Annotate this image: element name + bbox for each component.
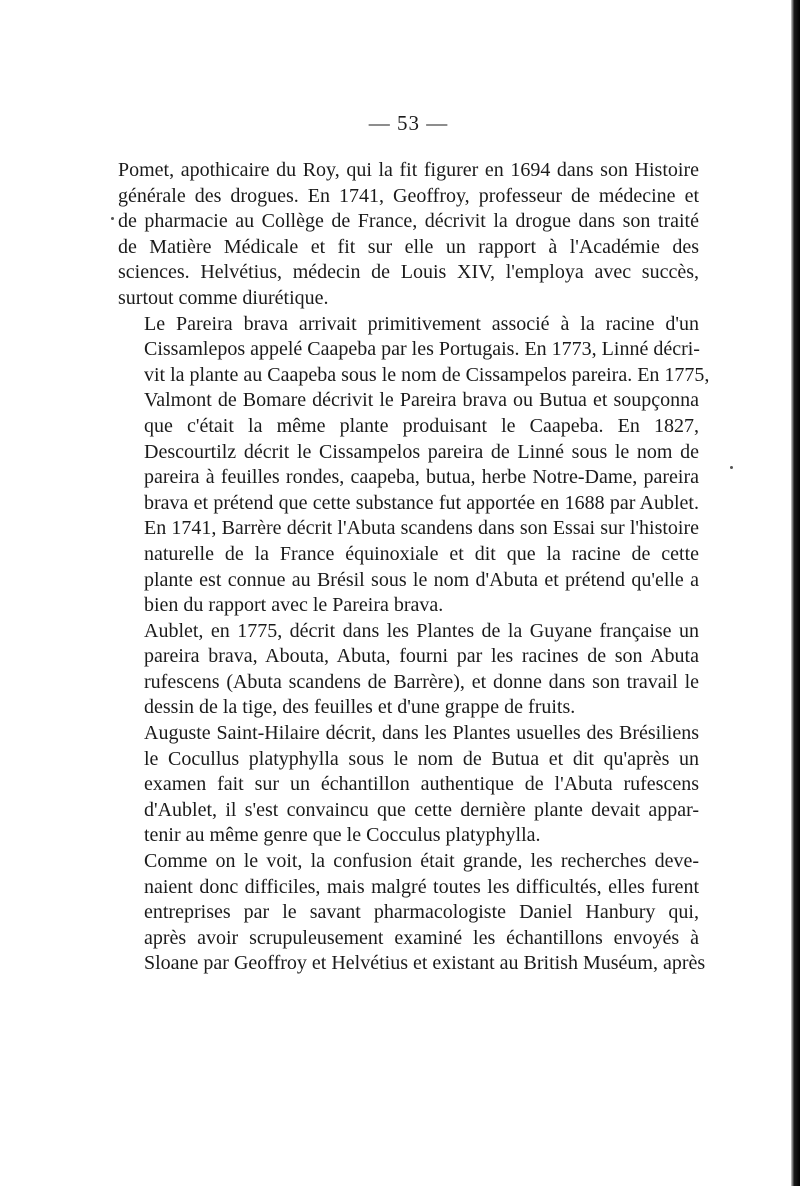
text-line: examen fait sur un échantillon authentique de l'Abuta rufescens <box>144 773 699 796</box>
ink-speck <box>111 217 114 220</box>
text-line: En 1741, Barrère décrit l'Abuta scandens dans son Essai sur l'histoire <box>144 517 699 540</box>
text-line: rufescens (Abuta scandens de Barrère), et donne dans son travail le <box>144 670 699 693</box>
text-line: Le Pareira brava arrivait primitivement associé à la racine d'un <box>144 312 699 335</box>
text-line: Valmont de Bomare décrivit le Pareira brava ou Butua et soupçonna <box>144 389 699 412</box>
text-line: d'Aublet, il s'est convaincu que cette dernière plante devait appar- <box>144 798 699 821</box>
text-line: pareira brava, Abouta, Abuta, fourni par les racines de son Abuta <box>144 645 699 668</box>
text-line: Comme on le voit, la confusion était grande, les recherches deve- <box>144 850 699 873</box>
paragraph-3 <box>118 619 699 721</box>
text-line: Auguste Saint-Hilaire décrit, dans les Plantes usuelles des Brésiliens <box>144 722 699 745</box>
text-line: tenir au même genre que le Cocculus platyphylla. <box>144 824 541 847</box>
text-line: le Cocullus platyphylla sous le nom de Butua et dit qu'après un <box>144 747 699 770</box>
ink-speck <box>730 466 733 469</box>
paragraph-1 <box>118 158 699 312</box>
text-line: brava et prétend que cette substance fut apportée en 1688 par Aublet. <box>144 491 699 514</box>
text-line: dessin de la tige, des feuilles et d'une grappe de fruits. <box>144 696 576 719</box>
text-line: pareira à feuilles rondes, caapeba, butua, herbe Notre-Dame, pareira <box>144 466 699 489</box>
body-text <box>118 158 710 977</box>
text-line: de pharmacie au Collège de France, décrivit la drogue dans son traité <box>118 210 699 233</box>
text-line: après avoir scrupuleusement examiné les échantillons envoyés à <box>144 926 699 949</box>
page-edge <box>791 0 800 1186</box>
paragraph-2 <box>118 312 710 619</box>
text-line: naturelle de la France équinoxiale et dit que la racine de cette <box>144 542 699 565</box>
text-line: Aublet, en 1775, décrit dans les Plantes de la Guyane française un <box>144 619 699 642</box>
text-line: surtout comme diurétique. <box>118 286 329 309</box>
text-line: Cissamlepos appelé Caapeba par les Portugais. En 1773, Linné décri- <box>144 338 700 361</box>
text-line: naient donc difficiles, mais malgré toutes les difficultés, elles furent <box>144 875 699 898</box>
text-line: Pomet, apothicaire du Roy, qui la fit figurer en 1694 dans son Histoire <box>118 159 699 181</box>
text-line: vit la plante au Caapeba sous le nom de Cissampelos pareira. En 1775, <box>144 363 710 386</box>
text-line: Descourtilz décrit le Cissampelos pareira de Linné sous le nom de <box>144 440 699 463</box>
text-line: que c'était la même plante produisant le Caapeba. En 1827, <box>144 414 699 437</box>
page-number: — 53 — <box>368 111 449 135</box>
paragraph-5 <box>118 849 706 977</box>
text-line: Sloane par Geoffroy et Helvétius et existant au British Muséum, après <box>144 952 706 975</box>
text-line: sciences. Helvétius, médecin de Louis XIV, l'employa avec succès, <box>118 261 699 284</box>
text-line: plante est connue au Brésil sous le nom d'Abuta et prétend qu'elle a <box>144 568 699 591</box>
text-line: de Matière Médicale et fit sur elle un rapport à l'Académie des <box>118 235 699 258</box>
text-line: entreprises par le savant pharmacologiste Daniel Hanbury qui, <box>144 901 699 924</box>
paragraph-4 <box>118 721 699 849</box>
text-line: générale des drogues. En 1741, Geoffroy, professeur de médecine et <box>118 184 699 207</box>
text-line: bien du rapport avec le Pareira brava. <box>144 594 444 617</box>
